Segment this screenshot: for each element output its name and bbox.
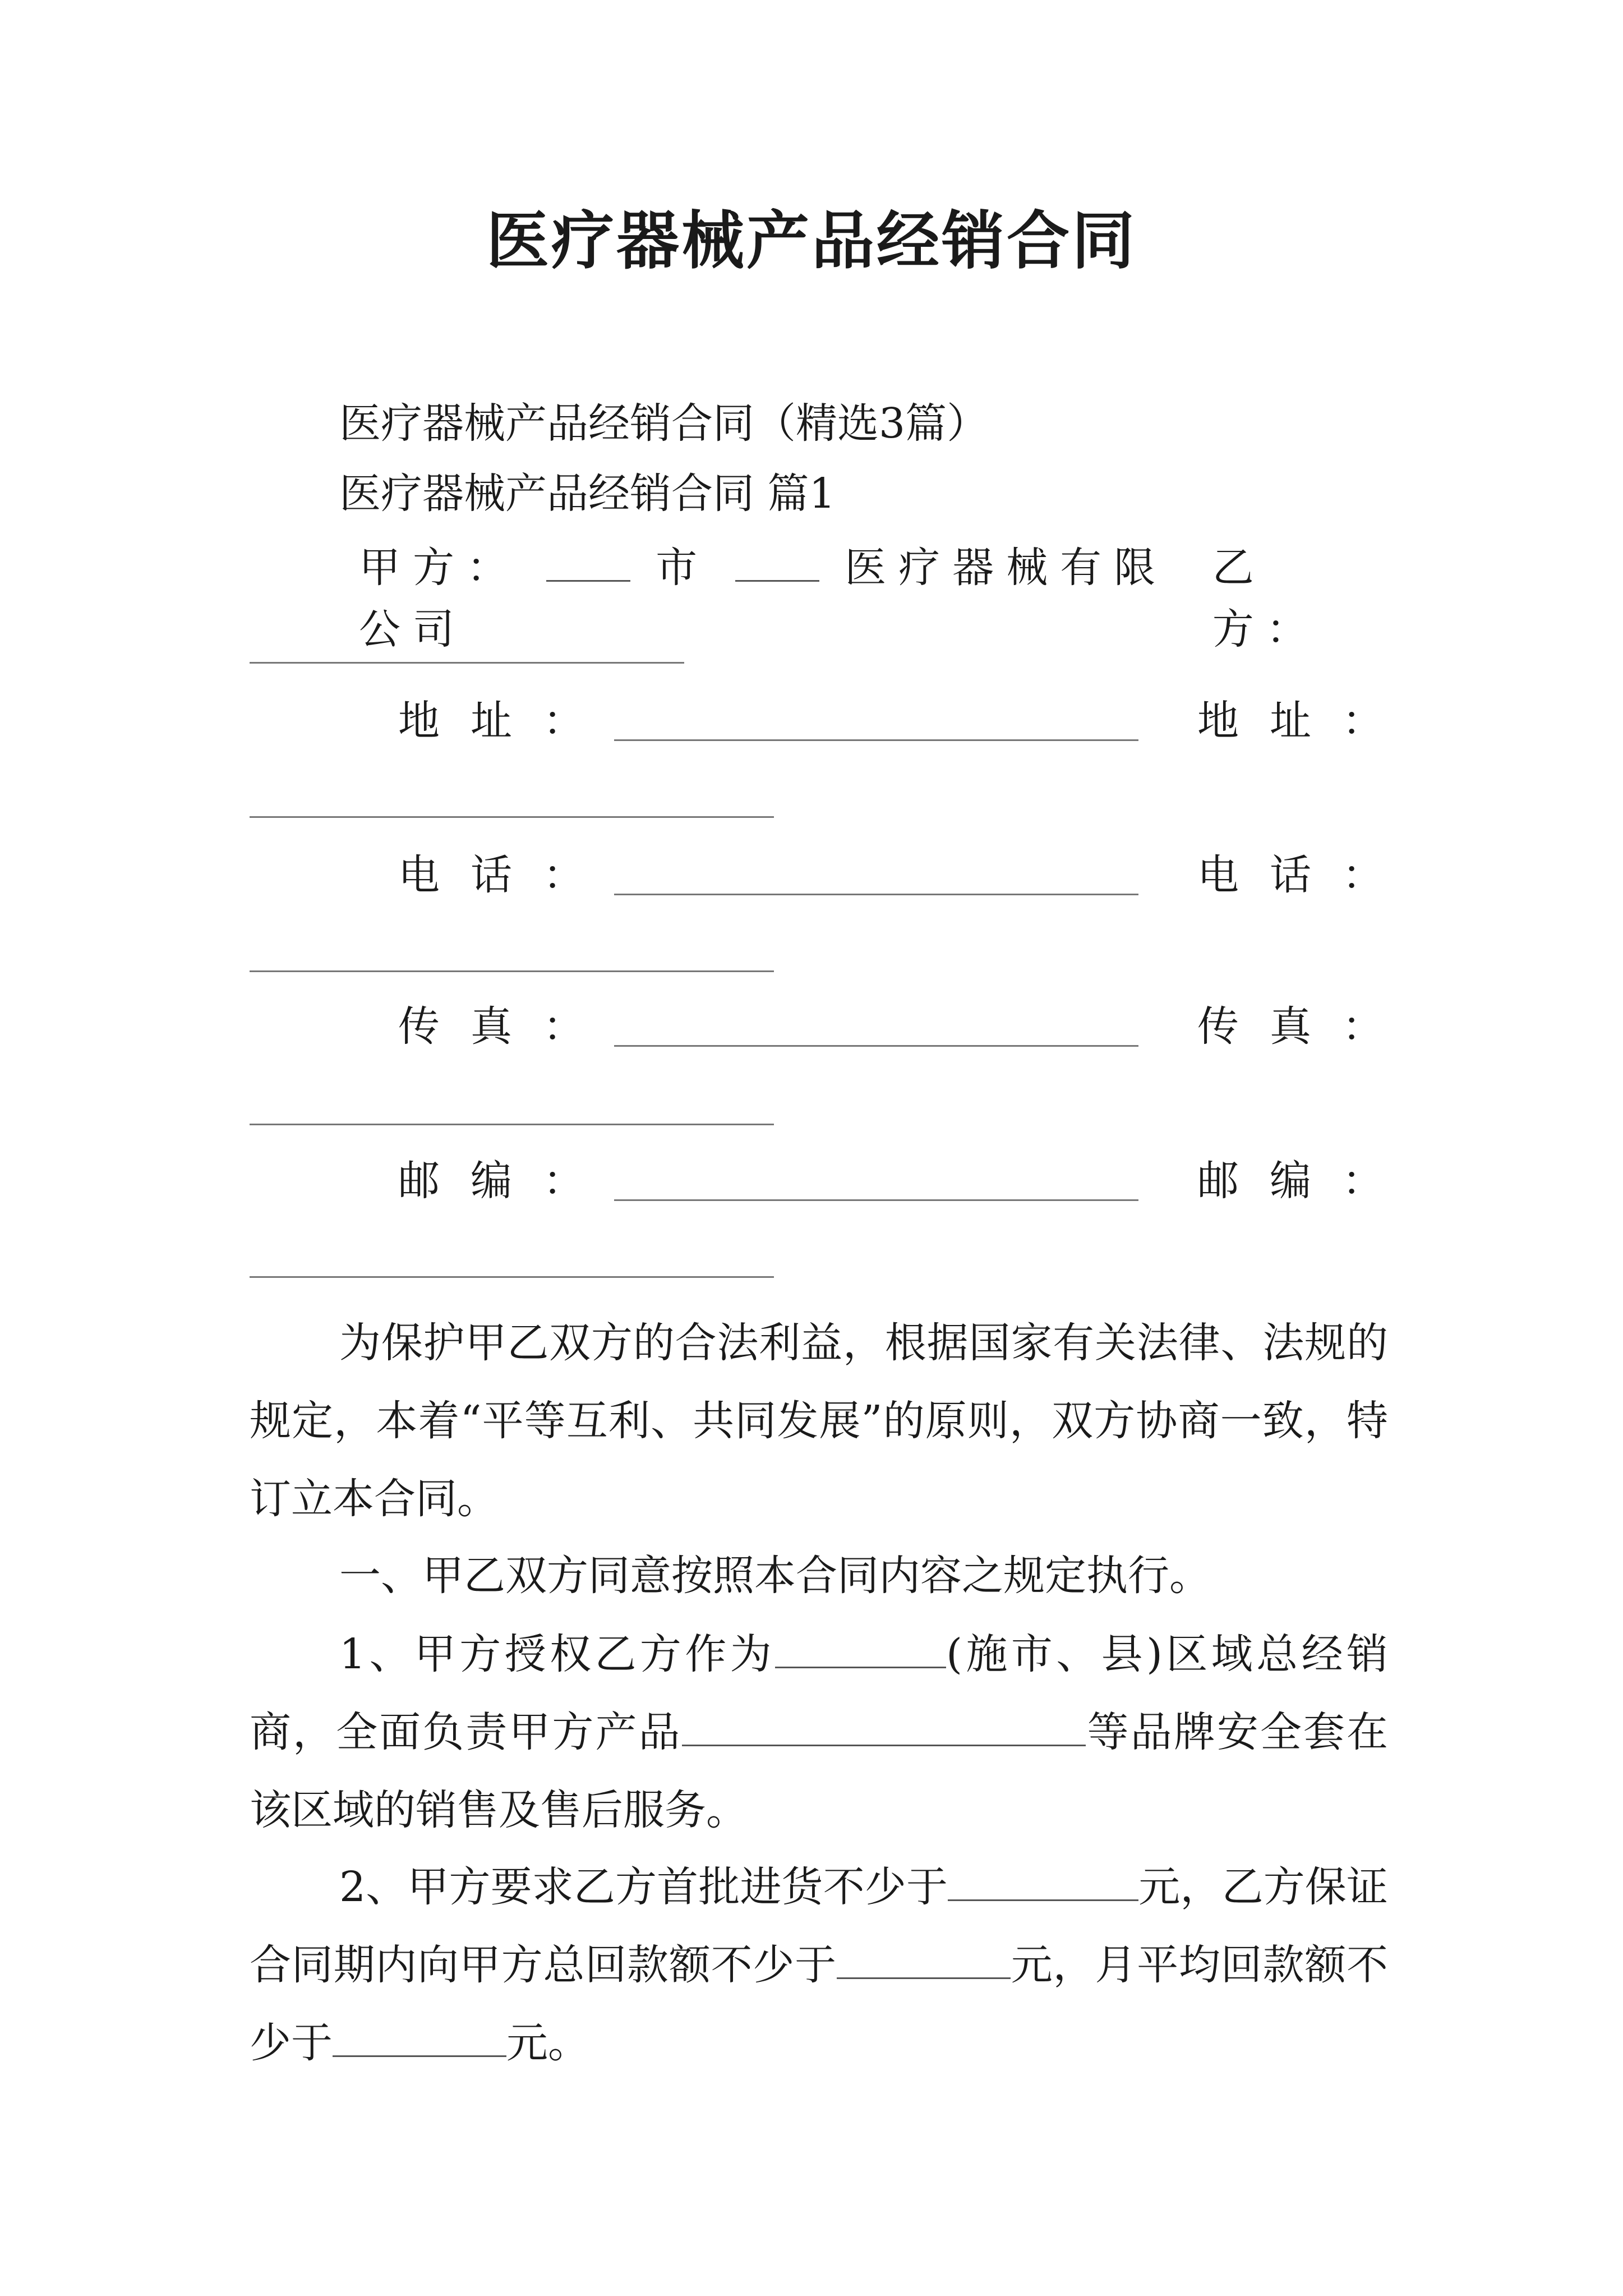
fax-blank-b	[250, 1124, 774, 1125]
clause-2-text-d: 元。	[506, 2019, 589, 2067]
phone-blank-a	[614, 894, 1138, 895]
clause-1	[250, 1616, 1388, 1849]
party-a-group	[359, 537, 1212, 660]
city-suffix: 市	[656, 544, 710, 592]
address-label-b: 地址：	[1197, 697, 1414, 745]
monthly-payment-blank	[333, 2016, 506, 2057]
clause-2-text-c: 元，月平均回款额不少于	[250, 1941, 1389, 2067]
postcode-blank-a	[614, 1199, 1138, 1201]
phone-label-a: 电话：	[398, 851, 615, 899]
total-payment-blank	[837, 1938, 1011, 1979]
clause-2-text-b: 元，乙方保证合同期内向甲方总回款额不少于	[250, 1863, 1388, 1989]
phone-label-b: 电话：	[1197, 851, 1414, 899]
section-heading: 医疗器械产品经销合同 篇1	[339, 470, 836, 518]
document-title: 医疗器械产品经销合同	[486, 204, 1137, 278]
company-name-blank	[735, 541, 819, 582]
document-subtitle: 医疗器械产品经销合同（精选3篇）	[339, 399, 989, 448]
address-blank-b	[250, 816, 774, 818]
party-line	[359, 537, 1363, 660]
postcode-label-b: 邮编：	[1197, 1157, 1414, 1205]
clause-2-text-a: 2、甲方要求乙方首批进货不少于	[339, 1863, 948, 1911]
city-blank	[546, 541, 630, 582]
phone-blank-b	[250, 970, 774, 972]
postcode-label-a: 邮编：	[398, 1157, 615, 1205]
clause-1-text-b: (施市、县)区域总经销商，全面负责甲方产品	[250, 1630, 1388, 1756]
address-blank-a	[614, 739, 1138, 741]
address-label-a: 地址：	[398, 697, 615, 745]
party-b-blank	[250, 662, 684, 664]
party-a-label: 甲方：	[359, 544, 520, 592]
fax-label-b: 传真：	[1197, 1002, 1414, 1051]
postcode-blank-b	[250, 1276, 774, 1278]
clause-1-text-a: 1、甲方授权乙方作为	[339, 1630, 776, 1678]
fax-label-a: 传真：	[398, 1002, 615, 1051]
company-suffix: 医疗器械有限公司	[359, 544, 1168, 654]
intro-paragraph: 为保护甲乙双方的合法利益，根据国家有关法律、法规的规定，本着“平等互利、共同发展”的原则，双方协商一致，特订立本合同。	[250, 1319, 1388, 1523]
clause-2	[250, 1848, 1388, 2082]
party-b-label: 乙方：	[1212, 544, 1320, 654]
clause-1-text-c: 等品牌安全套在该区域的销售及售后服务。	[250, 1708, 1389, 1834]
first-order-amount-blank	[948, 1860, 1138, 1901]
region-blank	[775, 1627, 946, 1668]
product-brand-blank	[682, 1705, 1086, 1746]
clause-one: 一、甲乙双方同意按照本合同内容之规定执行。	[339, 1552, 1211, 1600]
fax-blank-a	[614, 1045, 1138, 1047]
